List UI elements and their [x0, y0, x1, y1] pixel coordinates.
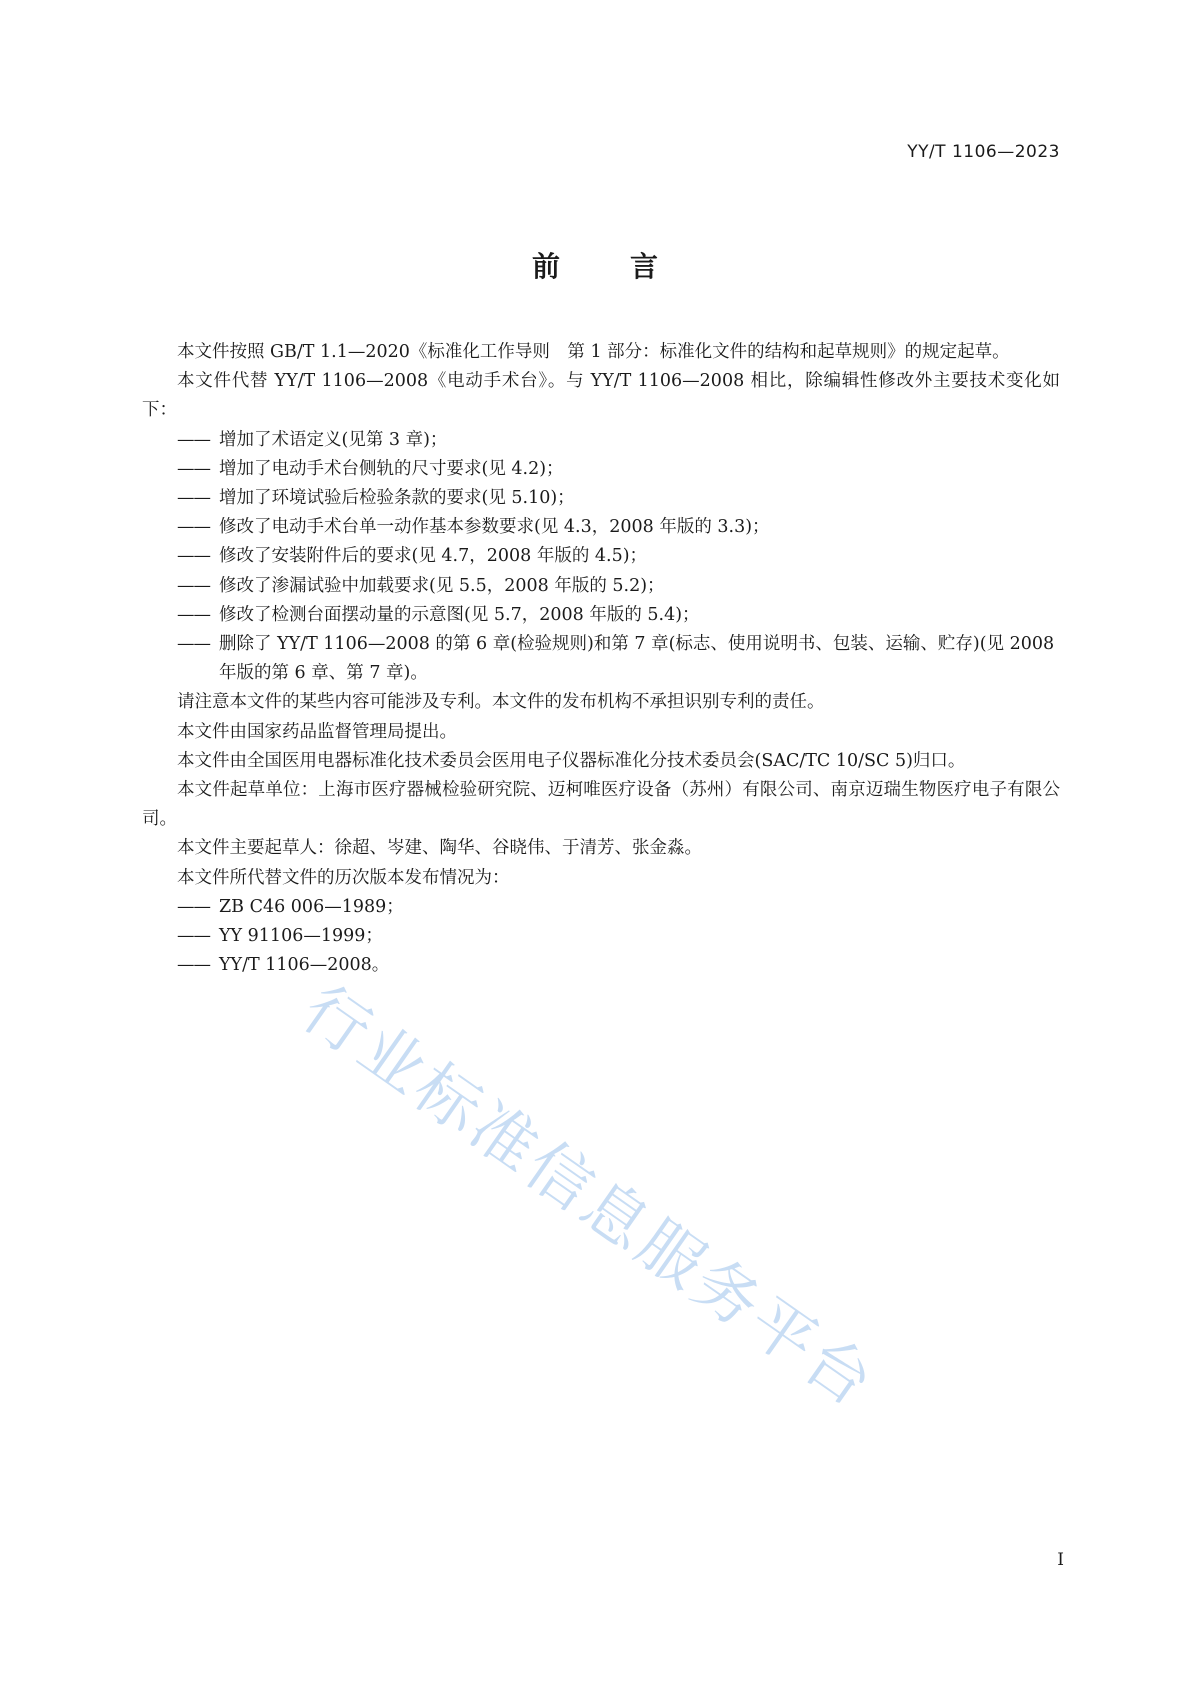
dash-marker: ——: [177, 546, 210, 567]
change-text: 修改了安装附件后的要求(见 4.7，2008 年版的 4.5)；: [219, 546, 648, 567]
history-text: YY/T 1106—2008。: [219, 955, 390, 976]
dash-marker: ——: [177, 575, 210, 596]
standard-code: YY/T 1106—2023: [907, 142, 1060, 162]
page-number: I: [1057, 1550, 1064, 1570]
dash-marker: ——: [177, 896, 210, 917]
paragraph-drafting-basis: 本文件按照 GB/T 1.1—2020《标准化工作导则 第 1 部分：标准化文件的结构和起草规则》的规定起草。: [177, 342, 1010, 362]
dash-marker: ——: [177, 955, 210, 976]
dash-marker: ——: [177, 458, 210, 479]
paragraph-drafters: 本文件主要起草人：徐超、岑建、陶华、谷晓伟、于清芳、张金淼。: [177, 838, 702, 859]
change-text: 修改了电动手术台单一动作基本参数要求(见 4.3，2008 年版的 3.3)；: [219, 517, 770, 538]
change-item: [142, 630, 1060, 688]
change-item: [142, 455, 1060, 484]
history-text: ZB C46 006—1989；: [219, 896, 404, 917]
history-text: YY 91106—1999；: [219, 926, 383, 947]
paragraph-history-intro: 本文件所代替文件的历次版本发布情况为：: [177, 867, 510, 888]
history-item: [142, 951, 1060, 980]
change-item: [142, 484, 1060, 513]
paragraph-drafting-units: 本文件起草单位：上海市医疗器械检验研究院、迈柯唯医疗设备（苏州）有限公司、南京迈瑞生物医疗电子有限公司。: [142, 780, 1060, 830]
foreword-body: [142, 338, 1060, 980]
change-text: 增加了术语定义(见第 3 章)；: [219, 429, 448, 450]
history-item: [142, 922, 1060, 951]
watermark: 行业标准信息服务平台: [288, 972, 889, 1423]
paragraph-committee: 本文件由全国医用电器标准化技术委员会医用电子仪器标准化分技术委员会(SAC/TC 10/SC 5)归口。: [177, 750, 966, 771]
dash-marker: ——: [177, 604, 210, 625]
change-item: [142, 572, 1060, 601]
paragraph-patent-notice: 请注意本文件的某些内容可能涉及专利。本文件的发布机构不承担识别专利的责任。: [177, 692, 825, 713]
paragraph-replacement: 本文件代替 YY/T 1106—2008《电动手术台》。与 YY/T 1106—2008 相比，除编辑性修改外主要技术变化如下：: [142, 371, 1060, 421]
title-char-2: 言: [630, 250, 659, 283]
dash-marker: ——: [177, 926, 210, 947]
paragraph-proposer: 本文件由国家药品监督管理局提出。: [177, 721, 457, 742]
change-item: [142, 513, 1060, 542]
change-text: 增加了环境试验后检验条款的要求(见 5.10)；: [219, 488, 575, 509]
change-text: 修改了渗漏试验中加载要求(见 5.5，2008 年版的 5.2)；: [219, 575, 665, 596]
change-item: [142, 601, 1060, 630]
title-char-1: 前: [531, 250, 560, 283]
dash-marker: ——: [177, 429, 210, 450]
dash-marker: ——: [177, 517, 210, 538]
dash-marker: ——: [177, 488, 210, 509]
change-item: [142, 426, 1060, 455]
page-title: [0, 245, 1190, 285]
change-text: 修改了检测台面摆动量的示意图(见 5.7，2008 年版的 5.4)；: [219, 604, 700, 625]
change-text: 删除了 YY/T 1106—2008 的第 6 章(检验规则)和第 7 章(标志、使用说明书、包装、运输、贮存)(见 2008 年版的第 6 章、第 7 章)。: [219, 634, 1055, 684]
change-item: [142, 542, 1060, 571]
change-text: 增加了电动手术台侧轨的尺寸要求(见 4.2)；: [219, 458, 564, 479]
dash-marker: ——: [177, 634, 210, 655]
history-item: [142, 893, 1060, 922]
